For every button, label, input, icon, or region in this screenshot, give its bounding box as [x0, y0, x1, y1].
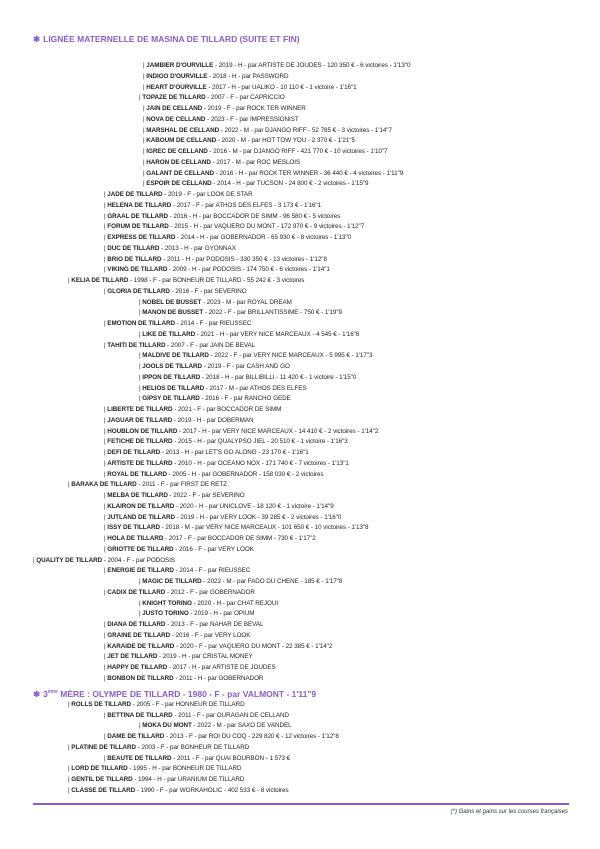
horse-details: - 2019 - H - par ARTISTE DE JOUDES - 120 350 € - 6 victoires - 1'13"0 [213, 62, 411, 69]
tree-connector: | [104, 513, 108, 521]
horse-name: TOPAZE DE TILLARD [142, 94, 206, 102]
horse-details: - 2019 - H - par DOBERMAN [172, 416, 254, 424]
tree-connector: | [68, 277, 72, 284]
tree-connector: | [104, 416, 108, 424]
horse-details: - 2016 - F - par VERY LOOK [170, 631, 251, 639]
horse-name: ESPOIR DE CELLAND [146, 180, 212, 188]
horse-name: ENERGIE DE TILLARD [107, 567, 174, 575]
horse-name: DAME DE TILLARD [107, 733, 165, 741]
tree-connector: | [104, 711, 108, 719]
horse-name: LIKE DE TILLARD [142, 330, 196, 338]
horse-details: - 2017 - M - par ROC MESLOIS [210, 158, 301, 166]
tree-connector: | [143, 83, 147, 91]
tree-connector: | [104, 459, 108, 467]
tree-connector: | [143, 180, 147, 188]
horse-details: - 2018 - H - par PASSWORD [207, 72, 289, 80]
horse-name: MAGIC DE TILLARD [142, 578, 202, 585]
horse-details: - 2013 - F - par NAHAR DE BEVAL [165, 621, 264, 628]
tree-connector: | [104, 621, 108, 628]
tree-connector: | [104, 406, 108, 413]
tree-connector: | [104, 234, 108, 241]
star-icon: ✱ [33, 34, 41, 44]
horse-details: - 2017 - H - par VERY NICE MARCEAUX - 14 410 € - 2 victoires - 1'14"2 [177, 427, 379, 435]
horse-details: - 2014 - H - par GOBERNADOR - 65 930 € - 8 victoires - 1'13"0 [175, 234, 351, 241]
pedigree-entry [68, 744, 249, 752]
horse-name: JAMBIER D'OURVILLE [146, 62, 214, 69]
horse-name: MOKA DU MONT [142, 722, 192, 730]
horse-details: - 2019 - F - par ROCK TER WINNER [202, 105, 306, 112]
horse-name: JOOLS DE TILLARD [142, 363, 203, 370]
tree-connector: | [104, 244, 108, 252]
horse-details: - 2016 - F - par RANCHO GEDE [199, 395, 291, 403]
tree-connector: | [68, 743, 72, 751]
horse-name: DEFI DE TILLARD [107, 449, 161, 456]
horse-details: - 2011 - F - par QUAI BOURBON - 1 573 € [171, 754, 291, 762]
horse-name: IPPON DE TILLARD [142, 373, 201, 381]
tree-connector: | [104, 631, 108, 639]
tree-connector: | [104, 470, 108, 478]
horse-details: - 2022 - F - par BRILLANTISSIME - 750 € - 1'19"9 [203, 309, 343, 317]
horse-details: - 2017 - M - par ATHOS DES ELFES [204, 384, 307, 392]
tree-connector: | [104, 535, 108, 542]
horse-details: - 1994 - H - par URANIUM DE TILLARD [132, 775, 245, 783]
horse-name: HOUBLON DE TILLARD [107, 427, 178, 435]
tree-connector: | [104, 266, 108, 274]
footnote: (*) Gains et gains sur les courses françaises [450, 809, 568, 815]
tree-connector: | [104, 642, 108, 650]
horse-name: KABOUM DE CELLAND [146, 137, 217, 145]
star-icon: ✱ [33, 689, 41, 699]
horse-details: - 2022 - M - par FADO DU CHENE - 185 € - 1'17"8 [201, 578, 343, 585]
tree-connector: | [143, 158, 147, 166]
horse-details: - 2014 - F - par RIEUSSEC [174, 320, 252, 327]
horse-name: BRIO DE TILLARD [107, 255, 162, 263]
horse-name: ROLLS DE TILLARD [71, 701, 132, 708]
tree-connector: | [143, 148, 147, 155]
horse-details: - 2007 - F - par CAPRICCIO [205, 94, 285, 102]
horse-details: - 2013 - F - par ROI DU COQ - 229 820 € - 12 victoires - 1'12"8 [164, 733, 339, 741]
tree-connector: | [104, 223, 108, 231]
tree-connector: | [104, 588, 108, 596]
tree-connector: | [104, 427, 108, 435]
horse-name: KELIA DE TILLARD [71, 277, 129, 284]
horse-name: KLAIRON DE TILLARD [107, 502, 175, 510]
horse-name: JET DE TILLARD [107, 653, 158, 661]
horse-name: FETICHE DE TILLARD [107, 438, 173, 446]
tree-connector: | [104, 754, 108, 762]
horse-details: - 2018 - H - par BILLIBILLI - 11 420 € - 1 victoire - 1'15"0 [200, 373, 357, 381]
horse-name: JADE DE TILLARD [107, 191, 163, 198]
tree-connector: | [143, 126, 147, 134]
horse-name: ISSY DE TILLARD [107, 524, 160, 532]
horse-name: GRAINE DE TILLARD [107, 631, 171, 639]
horse-details: - 2014 - F - par RIEUSSEC [173, 567, 251, 575]
tree-connector: | [68, 786, 72, 794]
horse-name: FORUM DE TILLARD [107, 223, 169, 231]
tree-connector: | [139, 722, 143, 730]
horse-details: - 2011 - F - par FIRST DE RETZ [136, 481, 227, 489]
tree-connector: | [139, 363, 143, 370]
tree-connector: | [104, 449, 108, 456]
tree-connector: | [139, 330, 143, 338]
horse-details: - 2022 - M - par DJANGO RIFF - 52 785 € - 3 victoires - 1'14"7 [219, 126, 392, 134]
horse-name: BONBON DE TILLARD [107, 674, 174, 682]
horse-details: - 2016 - H - par BOCCADOR DE SIMM - 96 580 € - 5 victoires [167, 212, 341, 220]
tree-connector: | [104, 567, 108, 575]
horse-name: HARON DE CELLAND [146, 158, 211, 166]
horse-details: - 2012 - F - par GOBERNADOR [165, 588, 255, 596]
horse-name: GRIOTTE DE TILLARD [107, 545, 174, 553]
horse-details: - 2019 - F - par CASH AND GO [202, 363, 290, 370]
tree-connector: | [139, 599, 143, 607]
horse-name: HEART D'OURVILLE [146, 83, 207, 91]
horse-details: - 2022 - F - par VERY NICE MARCEAUX - 5 995 € - 1'17"3 [208, 352, 373, 360]
tree-connector: | [143, 72, 147, 80]
tree-connector: | [104, 653, 108, 661]
tree-connector: | [68, 775, 72, 783]
tree-connector: | [143, 115, 147, 123]
third-dam-number: 3 [43, 689, 48, 699]
horse-name: EMOTION DE TILLARD [107, 320, 175, 327]
horse-name: JUSTO TORINO [142, 610, 189, 618]
horse-name: GRAAL DE TILLARD [107, 212, 168, 220]
horse-name: MANON DE BUSSET [142, 309, 204, 317]
tree-connector: | [104, 664, 108, 671]
horse-details: - 2014 - H - par TUCSON - 24 800 € - 2 victoires - 1'15"9 [211, 180, 369, 188]
horse-details: - 2023 - M - par ROYAL DREAM [201, 298, 292, 306]
tree-connector: | [139, 578, 143, 585]
horse-details: - 2021 - F - par BOCCADOR DE SIMM [172, 406, 282, 413]
tree-connector: | [104, 287, 108, 295]
tree-connector: | [143, 62, 147, 69]
tree-connector: | [104, 341, 108, 349]
horse-details: - 2010 - H - par OCEANO NOX - 171 740 € - 7 victoires - 1'13"1 [172, 459, 349, 467]
horse-name: BETTINA DE TILLARD [107, 711, 173, 719]
horse-details: - 2020 - M - par HOT TOW YOU - 2 370 € - 1'21"5 [216, 137, 355, 145]
horse-name: KNIGHT TORINO [142, 599, 192, 607]
horse-details: - 2022 - M - par SAXO DE VANDEL [191, 722, 292, 730]
horse-details: - 2016 - F - par VERY LOOK [173, 545, 254, 553]
tree-connector: | [68, 481, 72, 489]
horse-details: - 2009 - H - par PODOSIS - 174 750 € - 6 victoires - 1'14"1 [167, 266, 330, 274]
tree-connector: | [104, 191, 108, 198]
horse-details: - 2019 - H - par CRISTAL MONEY [157, 653, 253, 661]
horse-details: - 2023 - F - par IMPRESSIONIST [205, 115, 299, 123]
horse-name: KARAIDE DE TILLARD [107, 642, 175, 650]
horse-details: - 2018 - M - par VERY NICE MARCEAUX - 101 650 € - 10 victoires - 1'13"8 [159, 524, 369, 532]
horse-details: - 2016 - M - par DJANGO RIFF - 421 770 € - 10 victoires - 1'10"7 [207, 148, 388, 155]
horse-details: - 2003 - F - par BONHEUR DE TILLARD [136, 743, 250, 751]
tree-connector: | [139, 373, 143, 381]
horse-details: - 2007 - F - par JAIN DE BEVAL [165, 341, 256, 349]
horse-name: CADIX DE TILLARD [107, 588, 166, 596]
horse-details: - 2020 - F - par VAQUERO DU MONT - 22 385 € - 1'14"2 [174, 642, 333, 650]
tree-connector: | [104, 212, 108, 220]
tree-connector: | [139, 395, 143, 403]
third-dam-text: MÈRE : OLYMPE DE TILLARD - 1980 - F - par VALMONT - 1'11"9 [57, 689, 317, 699]
tree-connector: | [139, 352, 143, 360]
horse-details: - 2011 - H - par GOBERNADOR [173, 674, 264, 682]
horse-name: VIKING DE TILLARD [107, 266, 168, 274]
tree-connector: | [104, 492, 108, 499]
horse-name: MELBA DE TILLARD [107, 492, 168, 499]
horse-details: - 2017 - F - par BOCCADOR DE SIMM - 730 € - 1'17"2 [163, 535, 316, 542]
horse-name: ROYAL DE TILLARD [107, 470, 168, 478]
horse-name: HELENA DE TILLARD [107, 201, 172, 209]
pedigree-entry [104, 712, 289, 720]
horse-name: JAGUAR DE TILLARD [107, 416, 173, 424]
horse-details: - 2019 - H - par VERY LOOK - 39 285 € - 2 victoires - 1'16"0 [174, 513, 342, 521]
horse-details: - 2005 - F - par HONNEUR DE TILLARD [131, 701, 245, 708]
horse-name: CLASSE DE TILLARD [71, 786, 136, 794]
horse-details: - 1990 - F - par WORKAHOLIC - 402 533 € - 8 victoires [135, 786, 289, 794]
pedigree-entry [68, 776, 244, 784]
pedigree-entry [104, 733, 339, 741]
horse-name: INDIGO D'OURVILLE [146, 72, 208, 80]
horse-details: - 2017 - H - par UALIKO - 10 110 € - 1 victoire - 1'16"1 [206, 83, 357, 91]
tree-connector: | [139, 384, 143, 392]
horse-name: NOVA DE CELLAND [146, 115, 206, 123]
third-dam-sup: ème [47, 689, 58, 696]
tree-connector: | [143, 169, 147, 177]
horse-details: - 2013 - H - par GYONNAX [159, 244, 236, 252]
horse-name: JAIN DE CELLAND [146, 105, 203, 112]
section-title-text: LIGNÉE MATERNELLE DE MASINA DE TILLARD (SUITE ET FIN) [43, 34, 300, 44]
horse-details: - 2019 - F - par LOOK DE STAR [162, 191, 253, 198]
horse-details: - 2016 - H - par ROCK TER WINNER - 36 440 € - 4 victoires - 1'11"9 [214, 169, 404, 177]
horse-name: BARAKA DE TILLARD [71, 481, 137, 489]
tree-connector: | [68, 765, 72, 773]
pedigree-entry [139, 722, 292, 730]
tree-connector: | [104, 438, 108, 446]
horse-details: - 2011 - F - par OURAGAN DE CELLAND [172, 711, 289, 719]
tree-connector: | [104, 545, 108, 553]
pedigree-entry [104, 755, 290, 763]
horse-name: DIANA DE TILLARD [107, 621, 166, 628]
horse-details: - 2017 - H - par ARTISTE DE JOUDES [167, 664, 276, 671]
tree-connector: | [139, 298, 143, 306]
tree-connector: | [104, 255, 108, 263]
horse-details: - 2021 - H - par VERY NICE MARCEAUX - 4 545 € - 1'16"6 [195, 330, 360, 338]
horse-name: TAHITI DE TILLARD [107, 341, 166, 349]
horse-details: - 1998 - F - par BONHEUR DE TILLARD - 55 242 € - 3 victoires [128, 277, 305, 284]
horse-details: - 2017 - F - par ATHOS DES ELFES - 3 173 € - 1'16"1 [171, 201, 322, 209]
pedigree-entry [68, 765, 242, 773]
tree-connector: | [104, 502, 108, 510]
horse-details: - 2016 - F - par SEVERINO [169, 287, 247, 295]
horse-details: - 2019 - H - par OPIUM [188, 610, 255, 618]
horse-name: LIBERTE DE TILLARD [107, 406, 173, 413]
bottom-divider [33, 803, 569, 805]
tree-connector: | [104, 320, 108, 327]
horse-name: HOLA DE TILLARD [107, 535, 164, 542]
tree-connector: | [139, 610, 143, 618]
horse-name: IGREC DE CELLAND [146, 148, 208, 155]
horse-name: BEAUTE DE TILLARD [107, 754, 172, 762]
horse-name: EXPRESS DE TILLARD [107, 234, 176, 241]
horse-name: GIPSY DE TILLARD [142, 395, 200, 403]
horse-name: HAPPY DE TILLARD [107, 664, 168, 671]
tree-connector: | [104, 524, 108, 532]
tree-connector: | [104, 201, 108, 209]
horse-details: - 2015 - H - par QUALYPSO JIEL - 20 510 € - 1 victoire - 1'16"3 [172, 438, 348, 446]
horse-name: LORD DE TILLARD [71, 765, 128, 773]
horse-details: - 2004 - F - par PODOSIS [102, 556, 176, 564]
horse-name: GLORIA DE TILLARD [107, 287, 170, 295]
pedigree-entry [68, 701, 245, 709]
horse-name: JUTLAND DE TILLARD [107, 513, 175, 521]
horse-name: MALDIVE DE TILLARD [142, 352, 209, 360]
tree-connector: | [33, 556, 37, 564]
tree-connector: | [139, 94, 143, 102]
tree-connector: | [104, 733, 108, 741]
horse-name: HELIOS DE TILLARD [142, 384, 205, 392]
horse-name: MARSHAL DE CELLAND [146, 126, 220, 134]
tree-connector: | [143, 137, 147, 145]
horse-details: - 2005 - H - par GOBERNADOR - 158 030 € - 2 victoires [167, 470, 324, 478]
horse-name: PLATINE DE TILLARD [71, 743, 137, 751]
horse-name: ARTISTE DE TILLARD [107, 459, 173, 467]
horse-name: NOBEL DE BUSSET [142, 298, 202, 306]
horse-details: - 2015 - H - par VAQUERO DU MONT - 172 970 € - 9 victoires - 1'12"7 [168, 223, 365, 231]
tree-connector: | [104, 674, 108, 682]
horse-details: - 2022 - F - par SEVERINO [167, 492, 245, 499]
horse-details: - 1995 - H - par BONHEUR DE TILLARD [127, 765, 242, 773]
tree-connector: | [139, 309, 143, 317]
tree-connector: | [68, 701, 72, 708]
horse-name: QUALITY DE TILLARD [36, 556, 103, 564]
horse-name: DUC DE TILLARD [107, 244, 160, 252]
horse-details: - 2020 - H - par UNICLOVE - 18 120 € - 1 victoire - 1'14"9 [174, 502, 334, 510]
horse-name: GALANT DE CELLAND [146, 169, 215, 177]
tree-connector: | [143, 105, 147, 112]
horse-details: - 2013 - H - par LET'S GO ALONG - 23 170 € - 1'16"1 [160, 449, 309, 456]
horse-details: - 2020 - H - par CHAT REJOUI [191, 599, 279, 607]
pedigree-entry [68, 787, 289, 795]
horse-name: GENTIL DE TILLARD [71, 775, 133, 783]
horse-details: - 2011 - H - par PODOSIS - 330 350 € - 13 victoires - 1'12"8 [161, 255, 327, 263]
